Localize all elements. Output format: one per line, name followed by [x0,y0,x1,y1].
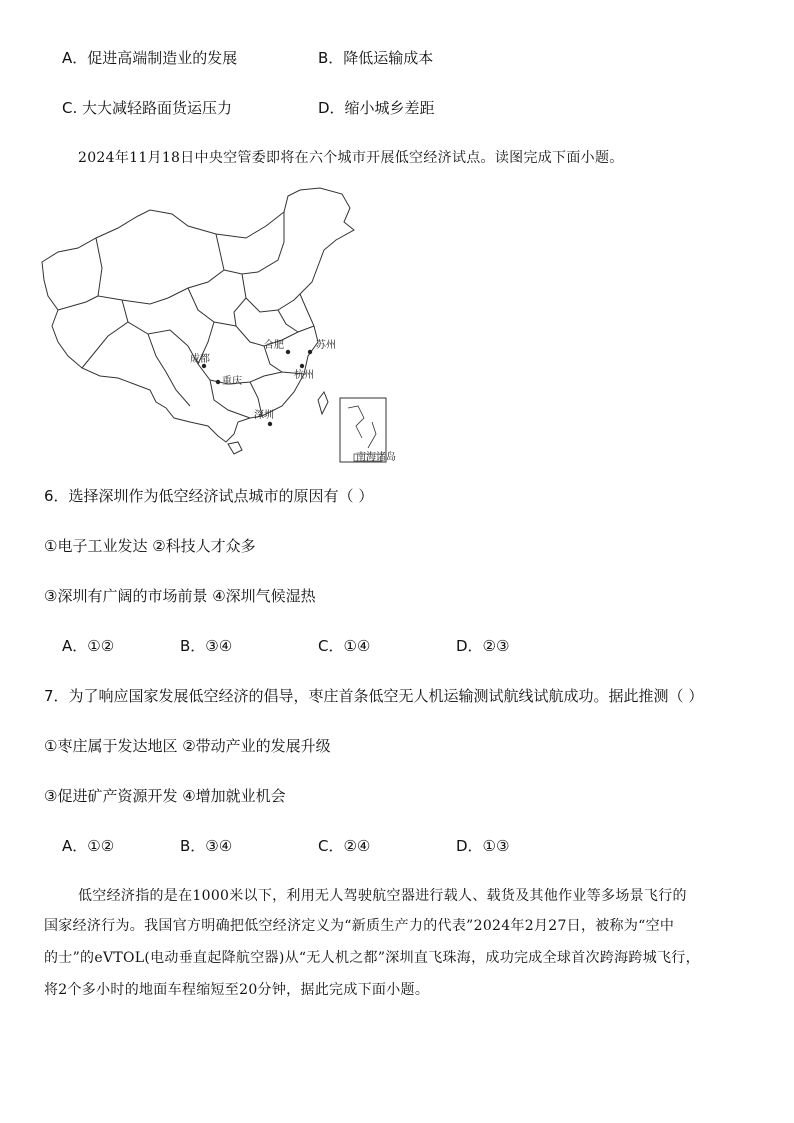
q6-option-c[interactable]: C．①④ [318,637,371,655]
q6-option-b[interactable]: B．③④ [180,637,233,655]
q7-statements-1: ①枣庄属于发达地区 ②带动产业的发展升级 [44,737,331,755]
china-map [38,186,396,466]
q6-statements-2: ③深圳有广阔的市场前景 ④深圳气候湿热 [44,587,316,605]
china-outline [42,188,354,442]
q7-option-a[interactable]: A．①② [62,837,115,855]
q7-option-d[interactable]: D．①③ [456,837,510,855]
passage-line-1: 低空经济指的是在1000米以下，利用无人驾驶航空器进行载人、载货及其他作业等多场景飞行的 [78,888,687,904]
city-label-shenzhen: 深圳 [254,410,274,421]
passage-line-4: 将2个多小时的地面车程缩短至20分钟，据此完成下面小题。 [44,982,430,998]
q6-option-a[interactable]: A．①② [62,637,115,655]
q7-stem: 7．为了响应国家发展低空经济的倡导，枣庄首条低空无人机运输测试航线试航成功。据此推测（ ） [44,687,704,705]
prev-option-c: C. 大大减轻路面货运压力 [62,99,233,117]
q6-stem: 6．选择深圳作为低空经济试点城市的原因有（ ） [44,487,374,505]
prev-option-b: B．降低运输成本 [318,49,434,67]
passage-line-3: 的士”的eVTOL(电动垂直起降航空器)从“无人机之都”深圳直飞珠海，成功完成全球首次跨海跨城飞行， [44,950,700,966]
city-label-suzhou: 苏州 [316,340,336,351]
shenzhen-marker [268,422,272,426]
city-label-hangzhou: 杭州 [294,370,314,381]
q7-statements-2: ③促进矿产资源开发 ④增加就业机会 [44,787,286,805]
chongqing-marker [216,380,220,384]
q7-option-c[interactable]: C．②④ [318,837,371,855]
intro-text: 2024年11月18日中央空管委即将在六个城市开展低空经济试点。读图完成下面小题。 [78,150,624,166]
hangzhou-marker [300,364,304,368]
q6-option-d[interactable]: D．②③ [456,637,510,655]
inset-label: 南海诸岛 [356,452,396,463]
city-label-chongqing: 重庆 [222,376,242,387]
prev-option-d: D．缩小城乡差距 [318,99,435,117]
passage-line-2: 国家经济行为。我国官方明确把低空经济定义为“新质生产力的代表”2024年2月27日，被称为“空中 [44,918,675,934]
city-label-chengdu: 成都 [190,354,210,365]
suzhou-marker [308,350,312,354]
q6-statements-1: ①电子工业发达 ②科技人才众多 [44,537,256,555]
city-label-hefei: 合肥 [264,340,284,351]
hefei-marker [286,350,290,354]
prev-option-a: A．促进高端制造业的发展 [62,49,238,67]
q7-option-b[interactable]: B．③④ [180,837,233,855]
